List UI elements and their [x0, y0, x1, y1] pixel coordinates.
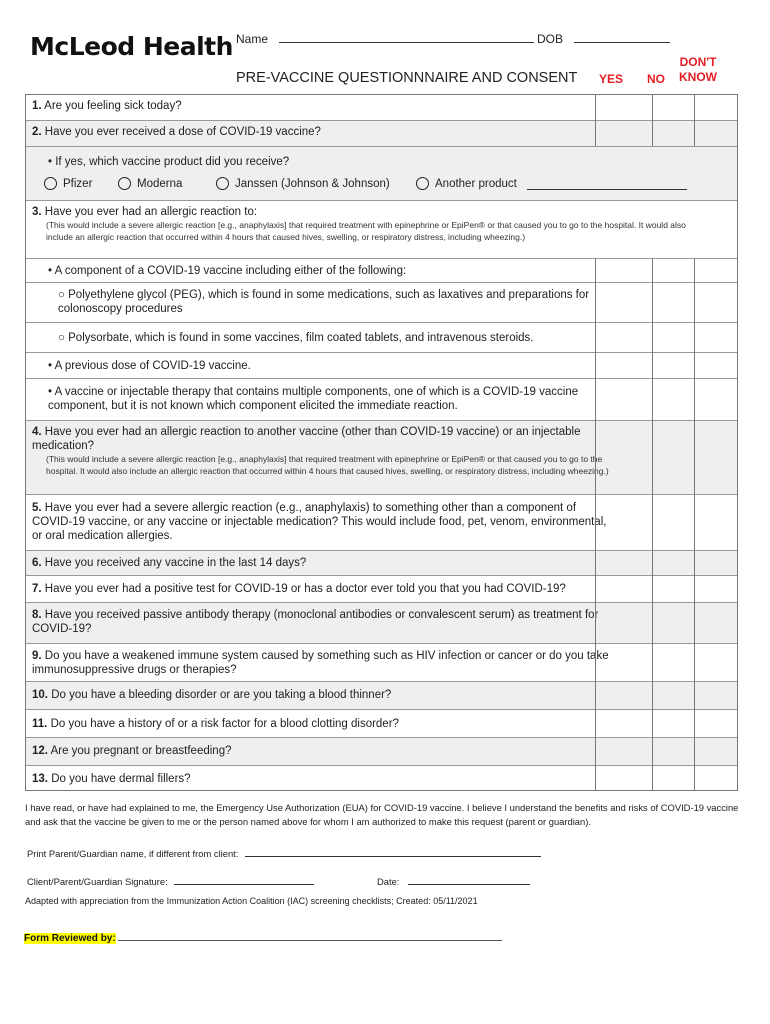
vaccine-product-row — [26, 146, 737, 200]
q3-text: Have you ever had an allergic reaction to: — [44, 206, 258, 218]
signature-line[interactable] — [174, 874, 314, 885]
dob-line[interactable] — [574, 31, 670, 43]
option-another[interactable] — [416, 177, 687, 190]
question-row-6 — [26, 550, 737, 575]
question-row-13 — [26, 765, 737, 791]
q5-number: 5. — [32, 502, 42, 514]
q3-c-text: • A vaccine or injectable therapy that contains multiple components, one of which is a COVID-19 vaccine component, but it is not known which component elicited the immediate reaction. — [48, 386, 579, 412]
name-field[interactable] — [236, 31, 534, 46]
date-field[interactable] — [377, 874, 530, 887]
q1-text: Are you feeling sick today? — [44, 100, 182, 112]
another-product-line[interactable] — [527, 178, 687, 190]
q4-note: (This would include a severe allergic reaction [e.g., anaphylaxis] that required treatment with epinephrine or EpiPen® or that caused you to go to the hospital. It would also include an allergic reaction that occurred within 4 hours that caused hives, swelling, or respiratory distress, including wheezing.) — [46, 454, 609, 476]
question-row-12 — [26, 737, 737, 765]
question-row-4 — [26, 420, 737, 494]
q3-component-row — [26, 258, 737, 282]
q3-b-text: • A previous dose of COVID-19 vaccine. — [48, 360, 251, 372]
option-pfizer[interactable] — [44, 177, 92, 190]
consent-statement: I have read, or have had explained to me, the Emergency Use Authorization (EUA) for COVID-19 vaccine. I believe I understand the benefits and risks of COVID-19 vaccine and ask that the vaccine be given to me or the person named above for whom I am authorized to make this request (parent or guardian). — [25, 802, 739, 827]
q4-number: 4. — [32, 426, 42, 438]
q3-polysorbate-row — [26, 322, 737, 352]
divider-dk-top — [694, 95, 695, 146]
col-dont: DON'T — [679, 55, 717, 69]
q10-number: 10. — [32, 689, 48, 701]
q3-multi-component-row — [26, 378, 737, 420]
form-reviewed-label: Form Reviewed by: — [24, 933, 116, 944]
q1-number: 1. — [32, 100, 42, 112]
question-row-3 — [26, 200, 737, 258]
print-name-field[interactable] — [27, 846, 541, 859]
q3-a2-text: ○ Polysorbate, which is found in some vaccines, film coated tablets, and intravenous steroids. — [58, 332, 534, 344]
q7-text: Have you ever had a positive test for COVID-19 or has a doctor ever told you that you had COVID-19? — [44, 583, 566, 595]
q3-previous-dose-row — [26, 352, 737, 378]
dob-field[interactable] — [537, 31, 670, 46]
mcleod-health-logo: McLeod Health — [30, 32, 233, 61]
q11-number: 11. — [32, 718, 48, 730]
question-row-10 — [26, 681, 737, 709]
date-label: Date: — [377, 876, 400, 887]
q12-text: Are you pregnant or breastfeeding? — [50, 745, 232, 757]
moderna-label: Moderna — [137, 177, 183, 190]
q3-number: 3. — [32, 206, 42, 218]
janssen-radio[interactable] — [216, 177, 229, 190]
name-line[interactable] — [279, 31, 534, 43]
q13-text: Do you have dermal fillers? — [51, 773, 191, 785]
signature-label: Client/Parent/Guardian Signature: — [27, 876, 168, 887]
q9-text: Do you have a weakened immune system caused by something such as HIV infection or cancer or do you take immunosuppressive drugs or therapies? — [32, 650, 609, 676]
print-name-label: Print Parent/Guardian name, if different from client: — [27, 848, 239, 859]
date-line[interactable] — [408, 874, 530, 885]
print-name-line[interactable] — [245, 846, 541, 857]
janssen-label: Janssen (Johnson & Johnson) — [235, 177, 390, 190]
question-row-11 — [26, 709, 737, 737]
divider-dk — [694, 258, 695, 790]
q8-number: 8. — [32, 609, 42, 621]
col-yes: YES — [598, 72, 623, 86]
q2-sub-text: • If yes, which vaccine product did you receive? — [48, 156, 290, 168]
moderna-radio[interactable] — [118, 177, 131, 190]
divider-yes-top — [595, 95, 596, 146]
pfizer-label: Pfizer — [63, 177, 93, 190]
question-row-9 — [26, 643, 737, 681]
another-label: Another product — [435, 177, 517, 190]
dob-label: DOB — [537, 32, 564, 46]
divider-no-top — [652, 95, 653, 146]
pfizer-radio[interactable] — [44, 177, 57, 190]
option-moderna[interactable] — [118, 177, 182, 190]
q2-number: 2. — [32, 126, 42, 138]
divider-yes — [595, 258, 596, 790]
question-row-8 — [26, 602, 737, 643]
q3-a1-text: ○ Polyethylene glycol (PEG), which is found in some medications, such as laxatives and preparations for colonoscopy procedures — [58, 289, 590, 315]
divider-no — [652, 258, 653, 790]
questionnaire-table — [25, 94, 738, 791]
another-radio[interactable] — [416, 177, 429, 190]
question-row-7 — [26, 575, 737, 602]
q11-text: Do you have a history of or a risk factor for a blood clotting disorder? — [50, 718, 399, 730]
q12-number: 12. — [32, 745, 48, 757]
q7-number: 7. — [32, 583, 42, 595]
q9-number: 9. — [32, 650, 42, 662]
signature-field[interactable] — [27, 874, 314, 887]
adapted-note: Adapted with appreciation from the Immunization Action Coalition (IAC) screening checklists; Created: 05/11/2021 — [25, 896, 478, 906]
col-dont-know — [676, 55, 720, 85]
q3-a-text: • A component of a COVID-19 vaccine including either of the following: — [48, 265, 407, 277]
question-row-1 — [26, 95, 737, 120]
q8-text: Have you received passive antibody therapy (monoclonal antibodies or convalescent serum) as treatment for COVID-19? — [32, 609, 599, 635]
form-reviewed-field[interactable] — [24, 930, 502, 944]
question-row-5 — [26, 494, 737, 550]
q10-text: Do you have a bleeding disorder or are you taking a blood thinner? — [51, 689, 392, 701]
q6-text: Have you received any vaccine in the last 14 days? — [44, 557, 307, 569]
q13-number: 13. — [32, 773, 48, 785]
q5-text: Have you ever had a severe allergic reaction (e.g., anaphylaxis) to something other than a component of COVID-19 vaccine, or any vaccine or injectable medication? This would include food, pet, venom, environmental, or oral medication allergies. — [32, 502, 607, 542]
q3-peg-row — [26, 282, 737, 322]
option-janssen[interactable] — [216, 177, 390, 190]
q4-text: Have you ever had an allergic reaction to another vaccine (other than COVID-19 vaccine) or an injectable medication? — [32, 426, 581, 452]
col-no: NO — [647, 72, 665, 86]
col-know: KNOW — [679, 70, 717, 84]
form-reviewed-line[interactable] — [118, 930, 502, 941]
form-title: PRE-VACCINE QUESTIONNNAIRE AND CONSENT — [236, 70, 578, 86]
name-label: Name — [236, 32, 269, 46]
q2-text: Have you ever received a dose of COVID-19 vaccine? — [44, 126, 321, 138]
q6-number: 6. — [32, 557, 42, 569]
question-row-2 — [26, 120, 737, 146]
q3-note: (This would include a severe allergic reaction [e.g., anaphylaxis] that required treatment with epinephrine or EpiPen® or that caused you to go to the hospital. It would also include an allergic reaction that occurred within 4 hours that caused hives, swelling, or respiratory distress, including wheezing.) — [46, 220, 686, 242]
